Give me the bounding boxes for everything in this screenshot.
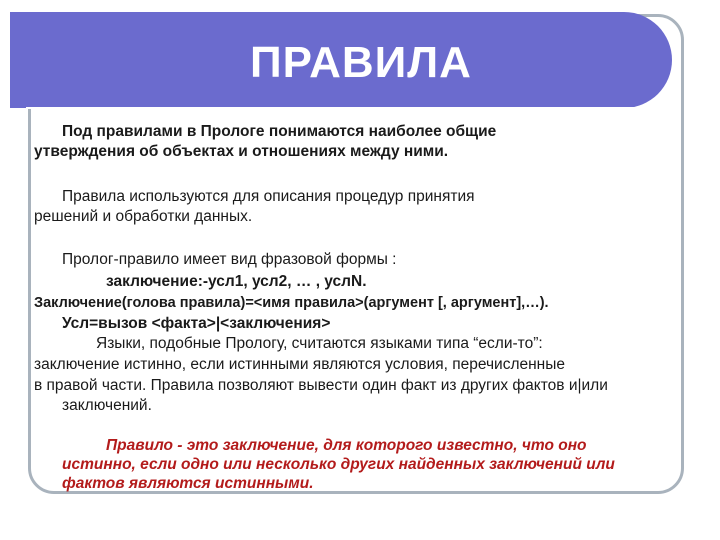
p4-line3: в правой части. Правила позволяют вывести один факт из других фактов и|или <box>34 377 608 394</box>
p3-line1: Пролог-правило имеет вид фразовой формы : <box>62 251 397 268</box>
p2-line2: решений и обработки данных. <box>34 208 253 225</box>
p5-line3: фактов являются истинными. <box>62 475 314 492</box>
p4-line2: заключение истинно, если истинными являются условия, перечисленные <box>34 356 565 373</box>
p5-line2: истинно, если одно или несколько других найденных заключений или <box>62 456 615 473</box>
p4-line4: заключений. <box>62 397 152 414</box>
p1-line1: Под правилами в Прологе понимаются наиболее общие <box>62 123 497 140</box>
title-underline <box>26 107 646 109</box>
title-bar <box>10 12 672 108</box>
slide-title: ПРАВИЛА <box>250 38 472 87</box>
p1-line2: утверждения об объектах и отношениях между ними. <box>34 143 449 160</box>
p3-line3: Заключение(голова правила)=<имя правила>(аргумент [, аргумент],…). <box>34 295 549 311</box>
p4-line1: Языки, подобные Прологу, считаются языками типа “если-то”: <box>96 335 543 352</box>
p2-line1 <box>62 187 475 207</box>
p2-lead: Правила <box>62 188 125 205</box>
p3-line4: Усл=вызов <факта>|<заключения> <box>62 315 331 332</box>
p5-line1: Правило - это заключение, для которого известно, что оно <box>106 437 587 454</box>
p2-rest: используются для описания процедур принятия <box>124 188 475 205</box>
p3-line2: заключение:-усл1, усл2, … , услN. <box>106 273 367 290</box>
